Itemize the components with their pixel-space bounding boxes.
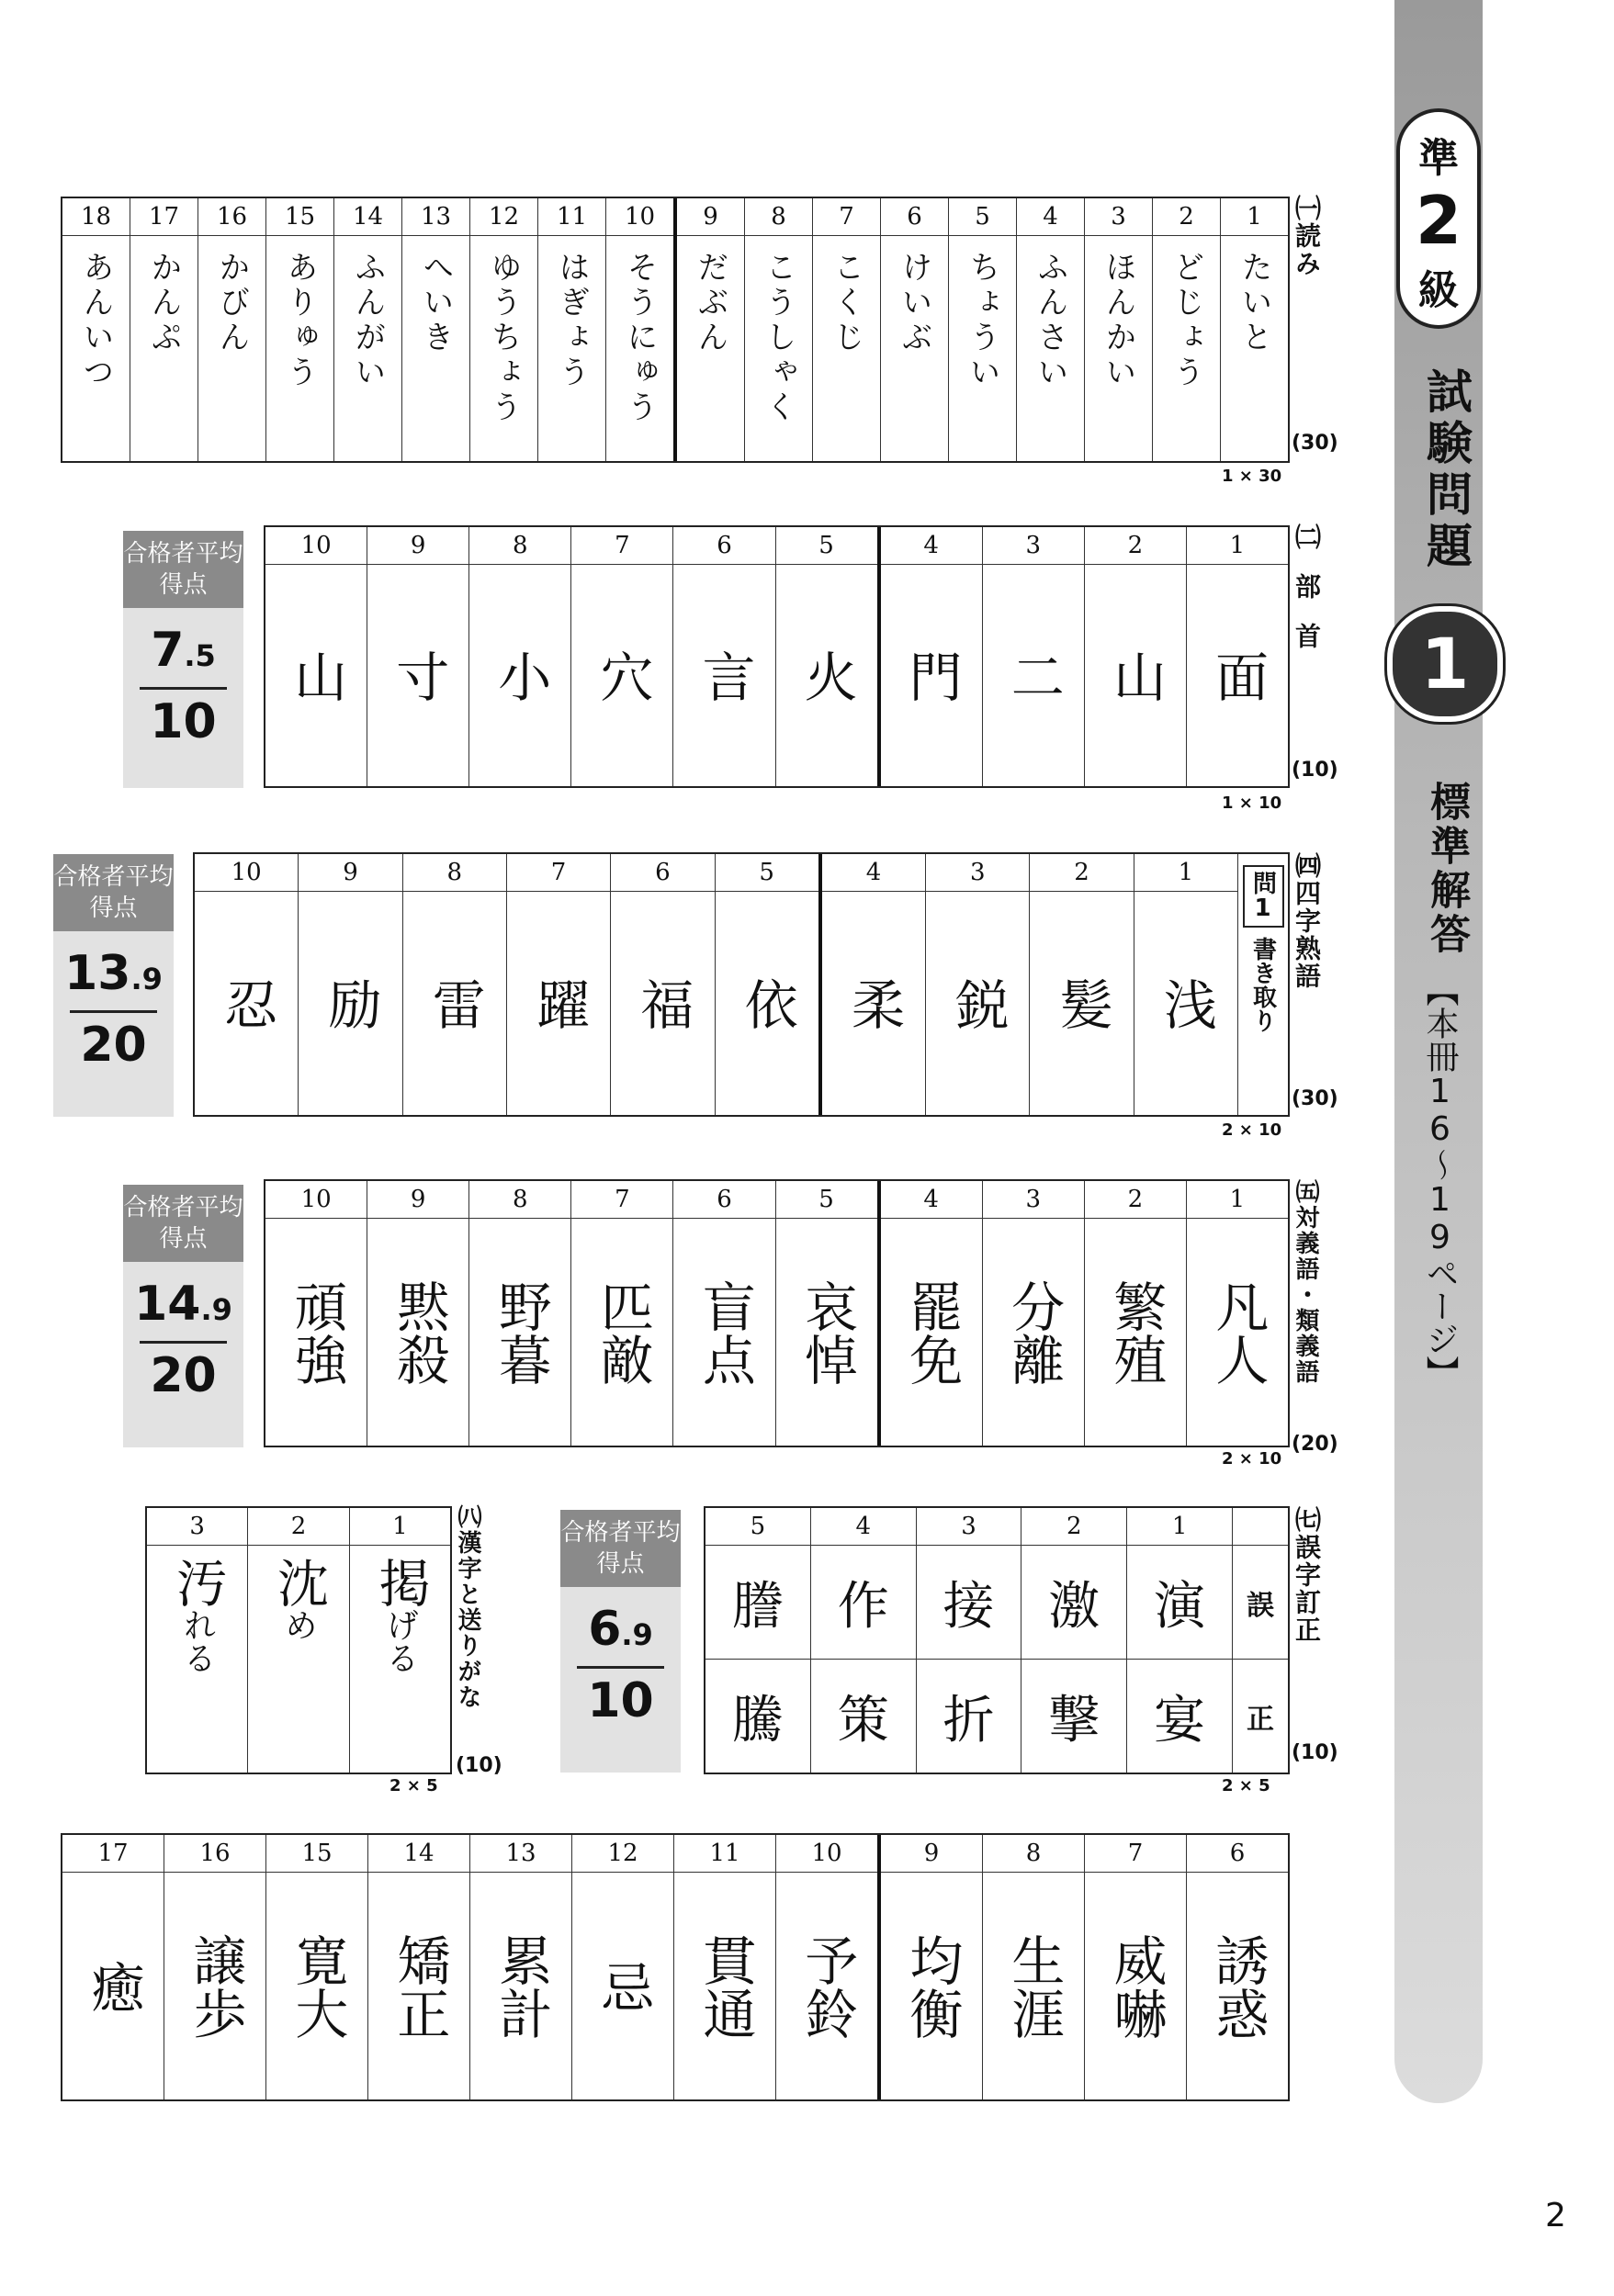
question-number: 7: [507, 854, 610, 892]
answer-text: 穴: [591, 648, 654, 703]
answer-text: [248, 1546, 348, 1773]
answer-kanji: 汚: [167, 1557, 228, 1608]
question-number: 8: [469, 1181, 570, 1219]
section-4-multiplier: 2 × 10: [1222, 1120, 1282, 1140]
answer-text: 矯正: [388, 1932, 451, 2040]
grade-number: 2: [1415, 182, 1462, 259]
answer-column: [745, 198, 813, 461]
answer-column: [1134, 854, 1238, 1115]
answer-text: 予鈴: [796, 1932, 859, 2040]
section-7-correction-grid: [704, 1506, 1290, 1774]
section-2-label: ㈡部首: [1292, 523, 1322, 672]
answer-pair: [917, 1546, 1021, 1773]
section-2-points: (10): [1292, 759, 1338, 782]
correct-kanji: 折: [942, 1690, 995, 1750]
answer-text: かんぷ: [145, 251, 182, 355]
section-7-multiplier: 2 × 5: [1222, 1776, 1270, 1795]
answer-text: 寸: [387, 648, 450, 703]
question-number: 11: [538, 198, 605, 236]
question-number: 1: [1221, 198, 1288, 236]
answer-okurigana: め: [279, 1608, 318, 1641]
question-number: 3: [926, 854, 1029, 892]
answer-column: [716, 854, 822, 1115]
answer-text: 山: [1103, 648, 1167, 703]
question-number: 8: [403, 854, 506, 892]
question-number: 12: [572, 1835, 673, 1873]
answer-column: [470, 1835, 572, 2099]
question-number: 4: [1017, 198, 1084, 236]
question-number: 3: [983, 1181, 1084, 1219]
answer-text: かびん: [213, 251, 250, 355]
answer-text: 忍: [215, 976, 278, 1030]
section-7-label: ㈦誤字訂正: [1292, 1506, 1322, 1644]
question-number: 10: [606, 198, 673, 236]
answer-column: [1085, 1181, 1187, 1446]
average-score-total: 20: [80, 1018, 147, 1073]
answer-text: 凡人: [1206, 1278, 1270, 1386]
answer-column: [198, 198, 266, 461]
question-number: 6: [673, 527, 774, 565]
answer-column: [469, 1181, 571, 1446]
answer-text: どじょう: [1168, 251, 1204, 390]
answer-column: [266, 1835, 368, 2099]
section-1-label: ㈠読み: [1292, 195, 1322, 277]
answer-text: 威嚇: [1104, 1932, 1168, 2040]
average-score-header: 合格者平均得点: [123, 1185, 243, 1262]
answer-text: はぎょう: [553, 251, 590, 390]
section-8-label: ㈧漢字と送りがな: [454, 1504, 481, 1710]
answer-text: ふんさい: [1032, 251, 1068, 390]
answer-text: こくじ: [828, 251, 864, 355]
question-number: 1: [350, 1508, 450, 1546]
answer-column: [164, 1835, 266, 2099]
section-5-antonym-synonym-grid: [264, 1179, 1290, 1447]
answer-column: [677, 198, 745, 461]
sidebar-subtitle: 標準解答: [1423, 781, 1470, 957]
answer-pair: [1127, 1546, 1232, 1773]
answer-column: [705, 1508, 811, 1773]
question-number: 8: [745, 198, 812, 236]
answer-column: [776, 1835, 881, 2099]
answer-text: 忌: [592, 1959, 655, 2013]
answer-column: [983, 527, 1085, 786]
answer-column: [881, 527, 983, 786]
answer-text: こうしゃく: [760, 251, 796, 425]
question-number: 9: [881, 1835, 982, 1873]
answer-okurigana: げる: [380, 1608, 419, 1674]
average-score-decimal: .5: [184, 638, 216, 673]
question-number: 2: [1030, 854, 1133, 892]
section-4-label: ㈣四字熟語: [1292, 852, 1322, 990]
answer-text: 依: [735, 976, 798, 1030]
answer-column: [1127, 1508, 1233, 1773]
question-number: 8: [469, 527, 570, 565]
answer-text: 繁殖: [1104, 1278, 1168, 1386]
question-number: 9: [367, 527, 468, 565]
answer-text: ほんかい: [1100, 251, 1136, 390]
question-number: 9: [299, 854, 401, 892]
right-label: 正: [1247, 1703, 1274, 1736]
answer-text: 浅: [1154, 976, 1217, 1030]
answer-text: そうにゅう: [621, 251, 658, 425]
answer-text: けいぶ: [896, 251, 932, 355]
question-number: 5: [949, 198, 1016, 236]
label-cells: [1233, 1546, 1288, 1773]
answer-pair: [1021, 1546, 1126, 1773]
correct-kanji: 撃: [1048, 1690, 1100, 1750]
answer-text: 罷免: [900, 1278, 964, 1386]
answer-column: [949, 198, 1017, 461]
average-score-header: 合格者平均得点: [123, 531, 243, 608]
answer-column: [147, 1508, 248, 1773]
answer-column: [917, 1508, 1022, 1773]
question-number: 10: [195, 854, 298, 892]
average-score-decimal: .9: [200, 1292, 232, 1327]
question-number: 1: [1134, 854, 1237, 892]
question-number: 14: [334, 198, 401, 236]
answer-text: 均衡: [900, 1932, 964, 2040]
answer-column: [130, 198, 198, 461]
answer-pair: [811, 1546, 916, 1773]
answer-text: 癒: [82, 1959, 145, 2013]
section-2-radicals-grid: [264, 525, 1290, 788]
correct-kanji: 騰: [731, 1690, 784, 1750]
answer-column: [606, 198, 677, 461]
answer-column: [334, 198, 402, 461]
answer-column: [403, 854, 507, 1115]
question-number: 13: [470, 1835, 571, 1873]
answer-kanji: 沈: [269, 1557, 330, 1608]
section-9-writing-grid: [61, 1833, 1290, 2101]
answer-column: [299, 854, 402, 1115]
answer-column: [1085, 1835, 1187, 2099]
answer-text: 雷: [423, 976, 486, 1030]
answer-text: [350, 1546, 450, 1773]
section-4-idioms-grid: [193, 852, 1290, 1117]
answer-kanji: 掲: [370, 1557, 431, 1608]
wrong-kanji: 演: [1127, 1546, 1232, 1660]
question-number: 15: [266, 198, 333, 236]
question-number: 4: [811, 1508, 916, 1546]
answer-okurigana: れる: [178, 1608, 217, 1674]
question-number: 10: [776, 1835, 877, 1873]
answer-column: [367, 527, 469, 786]
sidebar-title: 試験問題: [1419, 367, 1473, 573]
question-number: 5: [776, 527, 877, 565]
question-number: 3: [917, 1508, 1021, 1546]
answer-text: 累計: [490, 1932, 553, 2040]
section-1-multiplier: 1 × 30: [1222, 467, 1282, 486]
question-number: 5: [705, 1508, 810, 1546]
question-number: 7: [571, 527, 672, 565]
answer-column: [248, 1508, 349, 1773]
section-1-readings-grid: [61, 197, 1290, 463]
sidebar-pages-ref: 【本冊16～19ページ】: [1421, 974, 1459, 1389]
answer-column: [813, 198, 881, 461]
average-score-total: 20: [150, 1348, 217, 1403]
answer-column: [1187, 527, 1288, 786]
answer-column: [265, 527, 367, 786]
answer-column: [1021, 1508, 1127, 1773]
average-score-header: 合格者平均得点: [53, 854, 174, 931]
section-7-points: (10): [1292, 1741, 1338, 1764]
answer-text: 柔: [841, 976, 905, 1030]
section-1-points: (30): [1292, 432, 1338, 455]
question-number: 4: [881, 1181, 982, 1219]
answer-column: [469, 527, 571, 786]
question-number: 8: [983, 1835, 1084, 1873]
answer-column: [1085, 527, 1187, 786]
answer-text: 二: [1001, 648, 1065, 703]
section-4-average-box: [53, 854, 174, 1117]
question-number: 12: [470, 198, 537, 236]
question-number: 1: [1127, 1508, 1232, 1546]
answer-column: [195, 854, 299, 1115]
question-label-column: [1238, 854, 1288, 1115]
question-number: 16: [164, 1835, 265, 1873]
average-score-header: 合格者平均得点: [560, 1510, 681, 1587]
answer-text: 言: [693, 648, 756, 703]
section-8-okurigana-grid: [145, 1506, 452, 1774]
average-score-total: 10: [587, 1673, 654, 1728]
average-score-decimal: .9: [621, 1617, 653, 1652]
question-number: 6: [673, 1181, 774, 1219]
question-number: 4: [881, 527, 982, 565]
answer-text: あんいつ: [77, 251, 114, 390]
average-score-decimal: .9: [130, 962, 163, 996]
answer-text: たいと: [1236, 251, 1272, 355]
answer-text: だぶん: [692, 251, 728, 355]
answer-column: [673, 1181, 775, 1446]
question-number: 10: [265, 527, 367, 565]
answer-text: ちょうい: [964, 251, 1000, 390]
average-score-total: 10: [150, 694, 217, 749]
grade-prefix: 準: [1418, 135, 1459, 182]
wrong-right-label-column: [1233, 1508, 1288, 1773]
answer-text: 小: [489, 648, 552, 703]
question-number: 15: [266, 1835, 367, 1873]
answer-text: 譲歩: [184, 1932, 247, 2040]
answer-column: [367, 1181, 469, 1446]
question-number: 2: [1085, 1181, 1186, 1219]
grade-badge: [1396, 108, 1481, 329]
answer-column: [674, 1835, 776, 2099]
correct-kanji: 宴: [1154, 1690, 1206, 1750]
question-number: 3: [147, 1508, 247, 1546]
answer-column: [822, 854, 926, 1115]
question-number: 2: [1021, 1508, 1126, 1546]
answer-text: ゆうちょう: [485, 251, 522, 425]
answer-text: ありゅう: [281, 251, 318, 390]
answer-text: 黙殺: [387, 1278, 450, 1386]
section-5-label: ㈤対義語・類義語: [1292, 1179, 1319, 1385]
answer-column: [572, 1835, 674, 2099]
answer-pair: [705, 1546, 810, 1773]
blank-header: [1233, 1508, 1288, 1546]
wrong-kanji: 謄: [705, 1546, 810, 1660]
answer-column: [265, 1181, 367, 1446]
answer-text: 鋭: [946, 976, 1010, 1030]
question-number: 7: [813, 198, 880, 236]
answer-text: 火: [795, 648, 858, 703]
correct-kanji: 策: [837, 1690, 889, 1750]
section-5-multiplier: 2 × 10: [1222, 1449, 1282, 1469]
question-number: 11: [674, 1835, 775, 1873]
question-number: 14: [368, 1835, 469, 1873]
question-number: 16: [198, 198, 265, 236]
answer-column: [983, 1181, 1085, 1446]
answer-column: [538, 198, 606, 461]
answer-text: 生涯: [1002, 1932, 1066, 2040]
answer-column: [507, 854, 611, 1115]
answer-column: [62, 1835, 164, 2099]
question-number: 6: [881, 198, 948, 236]
answer-column: [402, 198, 470, 461]
answer-text: 髪: [1050, 976, 1113, 1030]
question-number: 18: [62, 198, 130, 236]
answer-text: 励: [319, 976, 382, 1030]
grade-suffix: 級: [1418, 267, 1459, 314]
answer-text: 野暮: [489, 1278, 552, 1386]
answer-column: [776, 527, 881, 786]
answer-column: [926, 854, 1030, 1115]
average-score: 14: [134, 1277, 201, 1332]
answer-column: [1187, 1181, 1288, 1446]
answer-column: [470, 198, 538, 461]
question-sublabel: 書き取り: [1248, 937, 1277, 1032]
answer-column: [881, 1835, 983, 2099]
answer-column: [266, 198, 334, 461]
section-8-multiplier: 2 × 5: [389, 1776, 438, 1795]
answer-column: [776, 1181, 881, 1446]
question-number: 5: [716, 854, 818, 892]
answer-text: 面: [1205, 648, 1269, 703]
answer-column: [983, 1835, 1085, 2099]
answer-column: [368, 1835, 470, 2099]
question-number: 9: [677, 198, 744, 236]
wrong-kanji: 激: [1021, 1546, 1126, 1660]
question-number: 6: [1187, 1835, 1288, 1873]
answer-text: 誘惑: [1206, 1932, 1270, 2040]
question-number: 3: [1085, 198, 1152, 236]
answer-column: [1153, 198, 1221, 461]
answer-column: [1221, 198, 1288, 461]
test-number: 1: [1420, 623, 1470, 704]
section-2-average-box: [123, 531, 243, 788]
wrong-kanji: 作: [811, 1546, 916, 1660]
wrong-label: 誤: [1233, 1546, 1288, 1660]
question-number: 17: [130, 198, 198, 236]
question-number: 3: [983, 527, 1084, 565]
question-number: 2: [1153, 198, 1220, 236]
answer-text: 貫通: [694, 1932, 757, 2040]
answer-column: [673, 527, 775, 786]
section-7-average-box: [560, 1510, 681, 1773]
answer-text: 躍: [527, 976, 591, 1030]
answer-column: [1017, 198, 1085, 461]
answer-column: [350, 1508, 450, 1773]
section-5-average-box: [123, 1185, 243, 1447]
answer-text: へいき: [417, 251, 454, 355]
answer-text: 門: [899, 648, 963, 703]
answer-column: [881, 1181, 983, 1446]
test-number-badge: [1387, 606, 1503, 722]
question-number: 6: [611, 854, 714, 892]
answer-text: 山: [285, 648, 348, 703]
section-4-points: (30): [1292, 1087, 1338, 1110]
answer-text: 頑強: [285, 1278, 348, 1386]
answer-text: [147, 1546, 247, 1773]
question-number: 5: [776, 1181, 877, 1219]
question-number: 10: [265, 1181, 367, 1219]
answer-column: [62, 198, 130, 461]
answer-column: [611, 854, 715, 1115]
question-number: 9: [367, 1181, 468, 1219]
answer-column: [571, 527, 673, 786]
sidebar-band: [1394, 0, 1483, 2103]
question-number: 7: [571, 1181, 672, 1219]
wrong-kanji: 接: [917, 1546, 1021, 1660]
answer-text: 哀悼: [795, 1278, 858, 1386]
question-number: 2: [248, 1508, 348, 1546]
answer-text: 福: [631, 976, 694, 1030]
question-number: 1: [1187, 527, 1288, 565]
answer-column: [1030, 854, 1134, 1115]
answer-text: ふんがい: [349, 251, 386, 390]
answer-text: 寛大: [286, 1932, 349, 2040]
question-number: 2: [1085, 527, 1186, 565]
answer-column: [571, 1181, 673, 1446]
answer-text: 盲点: [693, 1278, 756, 1386]
question-number: 4: [822, 854, 925, 892]
page-number: 2: [1545, 2197, 1566, 2234]
question-number: 7: [1085, 1835, 1186, 1873]
question-number: 13: [402, 198, 469, 236]
answer-column: [1187, 1835, 1288, 2099]
section-5-points: (20): [1292, 1433, 1338, 1456]
answer-text: 分離: [1002, 1278, 1066, 1386]
question-number: 17: [62, 1835, 164, 1873]
answer-text: 匹敵: [591, 1278, 654, 1386]
section-8-points: (10): [456, 1754, 502, 1777]
answer-column: [1085, 198, 1153, 461]
section-2-multiplier: 1 × 10: [1222, 793, 1282, 813]
answer-column: [811, 1508, 917, 1773]
question-number: 1: [1187, 1181, 1288, 1219]
answer-column: [881, 198, 949, 461]
average-score: 13: [64, 946, 131, 1001]
average-score: 7: [151, 623, 185, 678]
question-label: 問1: [1243, 865, 1284, 928]
average-score: 6: [588, 1602, 622, 1657]
